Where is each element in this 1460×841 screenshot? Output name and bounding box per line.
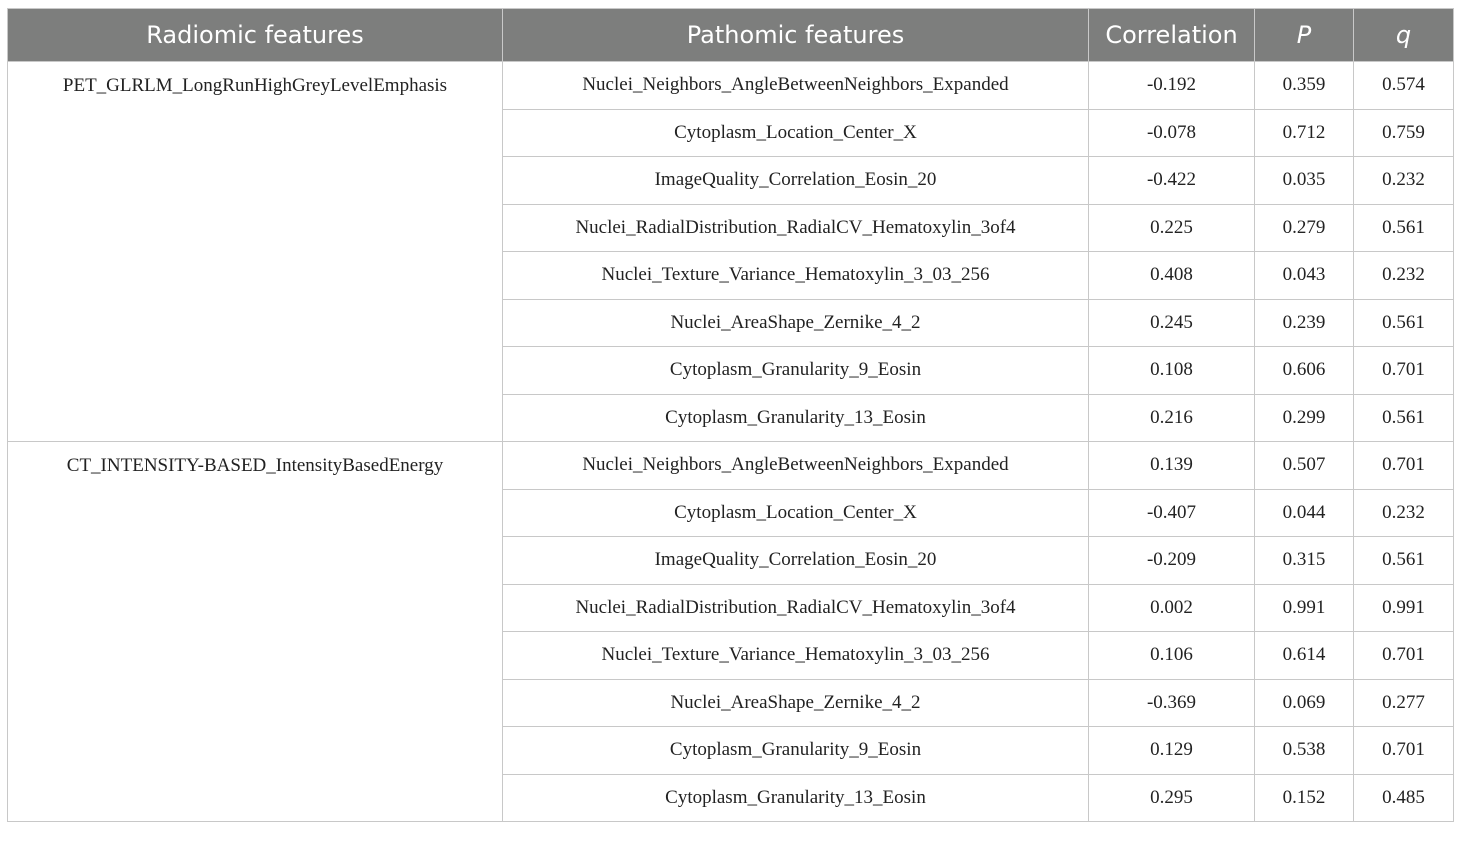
pathomic-feature-cell: Cytoplasm_Granularity_13_Eosin — [503, 774, 1089, 822]
p-value-cell: 0.152 — [1255, 774, 1354, 822]
p-value-cell: 0.538 — [1255, 727, 1354, 775]
header-q-value: q — [1354, 9, 1454, 62]
pathomic-feature-cell: Nuclei_Neighbors_AngleBetweenNeighbors_Expanded — [503, 442, 1089, 490]
pathomic-feature-cell: Cytoplasm_Granularity_9_Eosin — [503, 727, 1089, 775]
pathomic-feature-cell: Nuclei_Texture_Variance_Hematoxylin_3_03_256 — [503, 252, 1089, 300]
q-value-cell: 0.701 — [1354, 727, 1454, 775]
q-value-cell: 0.277 — [1354, 679, 1454, 727]
pathomic-feature-cell: Nuclei_RadialDistribution_RadialCV_Hematoxylin_3of4 — [503, 584, 1089, 632]
p-value-cell: 0.507 — [1255, 442, 1354, 490]
q-value-cell: 0.991 — [1354, 584, 1454, 632]
correlation-cell: -0.407 — [1089, 489, 1255, 537]
radiomic-feature-cell: PET_GLRLM_LongRunHighGreyLevelEmphasis — [8, 62, 503, 442]
pathomic-feature-cell: ImageQuality_Correlation_Eosin_20 — [503, 537, 1089, 585]
pathomic-feature-cell: Nuclei_Neighbors_AngleBetweenNeighbors_Expanded — [503, 62, 1089, 110]
pathomic-feature-cell: Cytoplasm_Granularity_9_Eosin — [503, 347, 1089, 395]
pathomic-feature-cell: Nuclei_AreaShape_Zernike_4_2 — [503, 679, 1089, 727]
p-value-cell: 0.991 — [1255, 584, 1354, 632]
header-correlation: Correlation — [1089, 9, 1255, 62]
table-header — [8, 9, 1454, 62]
q-value-cell: 0.561 — [1354, 394, 1454, 442]
q-value-cell: 0.232 — [1354, 157, 1454, 205]
q-value-cell: 0.701 — [1354, 632, 1454, 680]
p-value-cell: 0.606 — [1255, 347, 1354, 395]
pathomic-feature-cell: Cytoplasm_Granularity_13_Eosin — [503, 394, 1089, 442]
correlation-cell: 0.139 — [1089, 442, 1255, 490]
header-radiomic-features: Radiomic features — [8, 9, 503, 62]
p-value-cell: 0.044 — [1255, 489, 1354, 537]
correlation-cell: 0.108 — [1089, 347, 1255, 395]
correlation-cell: -0.192 — [1089, 62, 1255, 110]
p-value-cell: 0.035 — [1255, 157, 1354, 205]
pathomic-feature-cell: Nuclei_RadialDistribution_RadialCV_Hematoxylin_3of4 — [503, 204, 1089, 252]
correlation-cell: -0.078 — [1089, 109, 1255, 157]
p-value-cell: 0.279 — [1255, 204, 1354, 252]
q-value-cell: 0.574 — [1354, 62, 1454, 110]
q-value-cell: 0.561 — [1354, 299, 1454, 347]
p-value-cell: 0.043 — [1255, 252, 1354, 300]
q-value-cell: 0.701 — [1354, 347, 1454, 395]
correlation-cell: 0.129 — [1089, 727, 1255, 775]
pathomic-feature-cell: Cytoplasm_Location_Center_X — [503, 109, 1089, 157]
pathomic-feature-cell: ImageQuality_Correlation_Eosin_20 — [503, 157, 1089, 205]
correlation-cell: 0.225 — [1089, 204, 1255, 252]
p-value-cell: 0.239 — [1255, 299, 1354, 347]
header-p-value: P — [1255, 9, 1354, 62]
p-value-cell: 0.614 — [1255, 632, 1354, 680]
p-value-cell: 0.069 — [1255, 679, 1354, 727]
radiomic-feature-cell: CT_INTENSITY-BASED_IntensityBasedEnergy — [8, 442, 503, 822]
q-value-cell: 0.561 — [1354, 204, 1454, 252]
header-pathomic-features: Pathomic features — [503, 9, 1089, 62]
correlation-cell: 0.408 — [1089, 252, 1255, 300]
correlation-cell: -0.369 — [1089, 679, 1255, 727]
correlation-cell: -0.422 — [1089, 157, 1255, 205]
header-row — [8, 9, 1454, 62]
pathomic-feature-cell: Nuclei_AreaShape_Zernike_4_2 — [503, 299, 1089, 347]
q-value-cell: 0.232 — [1354, 252, 1454, 300]
correlation-cell: 0.106 — [1089, 632, 1255, 680]
q-value-cell: 0.232 — [1354, 489, 1454, 537]
pathomic-feature-cell: Cytoplasm_Location_Center_X — [503, 489, 1089, 537]
correlation-table — [7, 8, 1454, 822]
correlation-cell: 0.002 — [1089, 584, 1255, 632]
q-value-cell: 0.759 — [1354, 109, 1454, 157]
pathomic-feature-cell: Nuclei_Texture_Variance_Hematoxylin_3_03_256 — [503, 632, 1089, 680]
correlation-cell: 0.216 — [1089, 394, 1255, 442]
q-value-cell: 0.701 — [1354, 442, 1454, 490]
p-value-cell: 0.299 — [1255, 394, 1354, 442]
correlation-cell: 0.295 — [1089, 774, 1255, 822]
p-value-cell: 0.712 — [1255, 109, 1354, 157]
table-row — [8, 62, 1454, 110]
table-body — [8, 62, 1454, 822]
table-row — [8, 442, 1454, 490]
correlation-cell: -0.209 — [1089, 537, 1255, 585]
q-value-cell: 0.485 — [1354, 774, 1454, 822]
correlation-cell: 0.245 — [1089, 299, 1255, 347]
p-value-cell: 0.315 — [1255, 537, 1354, 585]
q-value-cell: 0.561 — [1354, 537, 1454, 585]
p-value-cell: 0.359 — [1255, 62, 1354, 110]
